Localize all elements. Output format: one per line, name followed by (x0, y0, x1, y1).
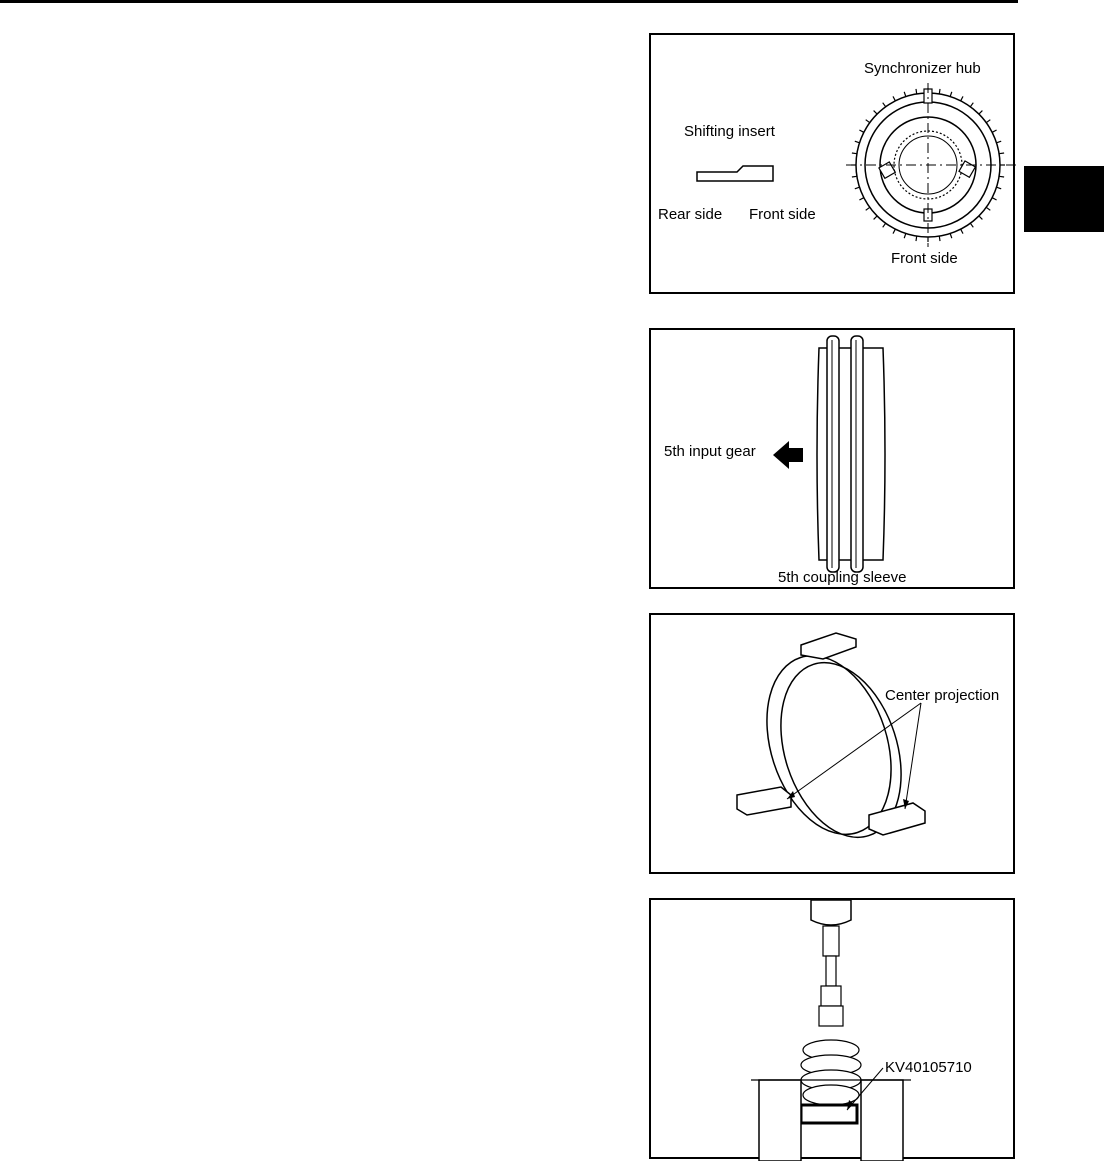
insert-front-side-label: Front side (749, 206, 816, 223)
center-projection-label: Center projection (885, 687, 1000, 704)
synchronizer-hub-figure (649, 33, 1015, 294)
coupling-sleeve-illustration (651, 330, 1017, 591)
section-tab (1024, 166, 1104, 232)
header-rule (0, 0, 1018, 3)
shifting-insert-label: Shifting insert (684, 123, 775, 140)
synchronizer-hub-label: Synchronizer hub (864, 60, 981, 77)
spring-figure (649, 613, 1015, 874)
fifth-input-gear-label: 5th input gear (664, 443, 756, 460)
special-tool-label: KV40105710 (885, 1059, 972, 1076)
press-illustration (651, 900, 1017, 1161)
hub-front-side-label: Front side (891, 250, 958, 267)
fifth-coupling-sleeve-label: 5th coupling sleeve (778, 569, 907, 586)
spring-illustration (651, 615, 1017, 876)
press-figure (649, 898, 1015, 1159)
coupling-sleeve-figure (649, 328, 1015, 589)
rear-side-label: Rear side (658, 206, 723, 223)
